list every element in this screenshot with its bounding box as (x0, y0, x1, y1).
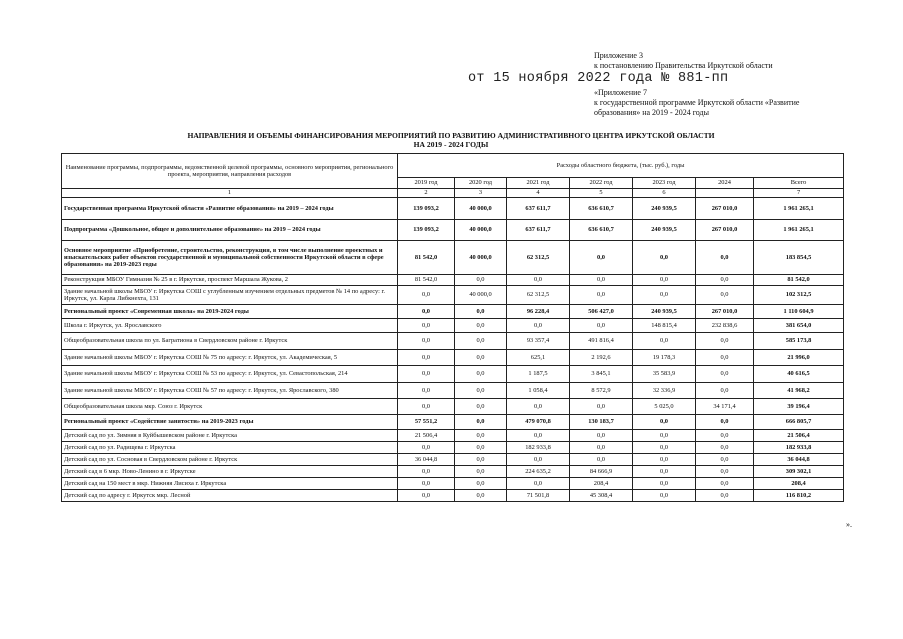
row-value-cell: 32 336,9 (633, 383, 696, 399)
column-number: 3 (455, 189, 507, 198)
row-name-cell: Школа г. Иркутск, ул. Ярославского (62, 319, 398, 333)
year-header: 2023 год (633, 178, 696, 189)
row-value-cell: 3 845,1 (570, 366, 633, 383)
column-number: 6 (633, 189, 696, 198)
row-value-cell: 232 838,6 (696, 319, 754, 333)
row-value-cell: 0,0 (398, 466, 455, 478)
row-value-cell: 0,0 (398, 286, 455, 305)
row-value-cell: 36 044,8 (398, 454, 455, 466)
row-value-cell: 0,0 (633, 275, 696, 286)
row-value-cell: 84 666,9 (570, 466, 633, 478)
table-row (62, 366, 844, 383)
row-value-cell: 267 010,0 (696, 198, 754, 220)
row-total-cell: 182 933,8 (754, 442, 844, 454)
row-value-cell: 0,0 (507, 399, 570, 415)
row-value-cell: 240 939,5 (633, 305, 696, 319)
program-reference-line1: к государственной программе Иркутской области «Развитие (594, 98, 800, 107)
row-value-cell: 0,0 (570, 241, 633, 275)
row-name-cell: Здание начальной школы МБОУ г. Иркутска СОШ № 57 по адресу: г. Иркутск, ул. Ярославского, 380 (62, 383, 398, 399)
year-header: 2020 год (455, 178, 507, 189)
row-value-cell: 0,0 (696, 415, 754, 430)
table-row (62, 241, 844, 275)
table-row (62, 399, 844, 415)
row-value-cell: 182 933,8 (507, 442, 570, 454)
row-name-cell: Детский сад по адресу г. Иркутск мкр. Лесной (62, 490, 398, 502)
row-value-cell: 148 815,4 (633, 319, 696, 333)
row-value-cell: 0,0 (455, 383, 507, 399)
row-value-cell: 62 312,5 (507, 241, 570, 275)
header-row-top (62, 154, 844, 178)
row-value-cell: 19 178,3 (633, 350, 696, 366)
row-value-cell: 40 000,0 (455, 198, 507, 220)
row-name-cell: Реконструкция МБОУ Гимназия № 25 в г. Иркутске, проспект Маршала Жукова, 2 (62, 275, 398, 286)
document-title (60, 131, 842, 149)
row-total-cell: 41 968,2 (754, 383, 844, 399)
row-value-cell: 479 070,8 (507, 415, 570, 430)
row-value-cell: 0,0 (507, 275, 570, 286)
column-number (696, 189, 754, 198)
row-value-cell: 0,0 (633, 415, 696, 430)
row-value-cell: 0,0 (570, 399, 633, 415)
row-value-cell: 0,0 (633, 442, 696, 454)
row-total-cell: 183 854,5 (754, 241, 844, 275)
row-value-cell: 130 183,7 (570, 415, 633, 430)
row-value-cell: 0,0 (696, 366, 754, 383)
row-value-cell: 34 171,4 (696, 399, 754, 415)
column-number: 2 (398, 189, 455, 198)
row-value-cell: 0,0 (398, 383, 455, 399)
row-value-cell: 21 506,4 (398, 430, 455, 442)
row-value-cell: 81 542,0 (398, 275, 455, 286)
row-value-cell: 0,0 (455, 399, 507, 415)
total-header: Всего (754, 178, 844, 189)
row-name-cell: Региональный проект «Современная школа» на 2019-2024 годы (62, 305, 398, 319)
row-value-cell: 0,0 (696, 286, 754, 305)
column-number: 1 (62, 189, 398, 198)
decree-reference: к постановлению Правительства Иркутской области (594, 61, 773, 70)
header-name-cell: Наименование программы, подпрограммы, ведомственной целевой программы, основного мероприятия, регионального проекта, мероприятия, направления расходов (62, 154, 398, 189)
row-value-cell: 0,0 (398, 333, 455, 350)
row-value-cell: 0,0 (455, 466, 507, 478)
table-row (62, 454, 844, 466)
row-name-cell: Здание начальной школы МБОУ г. Иркутска СОШ № 75 по адресу: г. Иркутск, ул. Академическая, 5 (62, 350, 398, 366)
row-value-cell: 62 312,5 (507, 286, 570, 305)
year-header: 2024 (696, 178, 754, 189)
row-value-cell: 139 093,2 (398, 198, 455, 220)
row-value-cell: 0,0 (455, 319, 507, 333)
row-value-cell: 0,0 (455, 454, 507, 466)
row-value-cell: 0,0 (570, 430, 633, 442)
row-name-cell: Общеобразовательная школа по ул. Багратиона в Свердловском районе г. Иркутск (62, 333, 398, 350)
row-total-cell: 1 110 604,9 (754, 305, 844, 319)
row-value-cell: 0,0 (570, 454, 633, 466)
row-total-cell: 40 616,5 (754, 366, 844, 383)
table-row (62, 275, 844, 286)
row-value-cell: 0,0 (633, 466, 696, 478)
table-row (62, 478, 844, 490)
row-value-cell: 0,0 (696, 454, 754, 466)
row-value-cell: 0,0 (455, 305, 507, 319)
row-value-cell: 0,0 (398, 442, 455, 454)
row-value-cell: 0,0 (570, 319, 633, 333)
row-value-cell: 0,0 (696, 430, 754, 442)
row-value-cell: 0,0 (507, 319, 570, 333)
row-value-cell: 0,0 (455, 478, 507, 490)
row-value-cell: 0,0 (455, 442, 507, 454)
row-value-cell: 93 357,4 (507, 333, 570, 350)
decree-date-stamp: от 15 ноября 2022 года № 881-пп (468, 71, 729, 86)
table-row (62, 415, 844, 430)
appendix-label: Приложение 3 (594, 51, 643, 60)
table-row (62, 319, 844, 333)
table-row (62, 220, 844, 241)
row-value-cell: 0,0 (696, 350, 754, 366)
row-name-cell: Региональный проект «Содействие занятости» на 2019-2023 годы (62, 415, 398, 430)
row-value-cell: 0,0 (696, 466, 754, 478)
table-row (62, 430, 844, 442)
row-value-cell: 0,0 (455, 366, 507, 383)
row-value-cell: 0,0 (570, 442, 633, 454)
row-total-cell: 381 654,0 (754, 319, 844, 333)
row-value-cell: 0,0 (455, 350, 507, 366)
row-name-cell: Основное мероприятие «Приобретение, строительство, реконструкция, в том числе выполнение проектных и изыскательских работ объектов государственной и муниципальной собственности Иркутской области в сфере образования» на 2019-2023 годы (62, 241, 398, 275)
row-value-cell: 1 058,4 (507, 383, 570, 399)
row-value-cell: 0,0 (455, 275, 507, 286)
row-value-cell: 0,0 (507, 478, 570, 490)
row-value-cell: 71 501,8 (507, 490, 570, 502)
row-value-cell: 8 572,9 (570, 383, 633, 399)
row-value-cell: 491 816,4 (570, 333, 633, 350)
row-value-cell: 57 551,2 (398, 415, 455, 430)
table-row (62, 442, 844, 454)
row-value-cell: 96 228,4 (507, 305, 570, 319)
header-expenses-cell: Расходы областного бюджета, (тыс. руб.), годы (398, 154, 844, 178)
row-total-cell: 21 996,0 (754, 350, 844, 366)
row-name-cell: Детский сад по ул. Радищева г. Иркутска (62, 442, 398, 454)
row-value-cell: 0,0 (455, 333, 507, 350)
row-value-cell: 0,0 (633, 478, 696, 490)
row-total-cell: 309 302,1 (754, 466, 844, 478)
table-row (62, 333, 844, 350)
row-value-cell: 35 583,9 (633, 366, 696, 383)
row-value-cell: 0,0 (507, 430, 570, 442)
financing-table (61, 153, 844, 502)
year-header: 2022 год (570, 178, 633, 189)
row-total-cell: 39 196,4 (754, 399, 844, 415)
row-value-cell: 637 611,7 (507, 220, 570, 241)
column-number: 4 (507, 189, 570, 198)
row-value-cell: 81 542,0 (398, 241, 455, 275)
row-value-cell: 5 025,0 (633, 399, 696, 415)
row-value-cell: 0,0 (696, 383, 754, 399)
row-value-cell: 45 308,4 (570, 490, 633, 502)
row-value-cell: 0,0 (696, 275, 754, 286)
row-value-cell: 0,0 (633, 241, 696, 275)
row-value-cell: 0,0 (696, 442, 754, 454)
table-row (62, 350, 844, 366)
row-value-cell: 0,0 (696, 241, 754, 275)
row-value-cell: 0,0 (398, 490, 455, 502)
row-total-cell: 81 542,0 (754, 275, 844, 286)
year-header: 2019 год (398, 178, 455, 189)
row-value-cell: 0,0 (455, 430, 507, 442)
closing-quote-mark: ». (846, 520, 852, 529)
row-value-cell: 40 000,0 (455, 220, 507, 241)
row-value-cell: 224 635,2 (507, 466, 570, 478)
table-row (62, 466, 844, 478)
row-total-cell: 208,4 (754, 478, 844, 490)
row-value-cell: 2 192,6 (570, 350, 633, 366)
row-value-cell: 0,0 (633, 333, 696, 350)
row-value-cell: 0,0 (696, 490, 754, 502)
table-row (62, 383, 844, 399)
row-value-cell: 625,1 (507, 350, 570, 366)
row-value-cell: 0,0 (696, 333, 754, 350)
row-name-cell: Здание начальной школы МБОУ г. Иркутска СОШ № 53 по адресу: г. Иркутск, ул. Севастопольская, 214 (62, 366, 398, 383)
row-value-cell: 267 010,0 (696, 305, 754, 319)
row-value-cell: 0,0 (398, 305, 455, 319)
row-total-cell: 666 805,7 (754, 415, 844, 430)
column-number: 7 (754, 189, 844, 198)
year-header: 2021 год (507, 178, 570, 189)
row-name-cell: Здание начальной школы МБОУ г. Иркутска СОШ с углубленным изучением отдельных предметов № 14 по адресу: г. Иркутск, ул. Карла Либкнехта, 131 (62, 286, 398, 305)
row-value-cell: 0,0 (455, 415, 507, 430)
program-appendix-label: «Приложение 7 (594, 88, 647, 97)
row-name-cell: Детский сад по ул. Сосновая в Свердловском районе г. Иркутск (62, 454, 398, 466)
row-value-cell: 0,0 (570, 286, 633, 305)
row-value-cell: 0,0 (633, 430, 696, 442)
row-value-cell: 0,0 (398, 366, 455, 383)
row-name-cell: Общеобразовательная школа мкр. Союз г. Иркутск (62, 399, 398, 415)
row-value-cell: 40 000,0 (455, 241, 507, 275)
program-reference-line2: образования» на 2019 - 2024 годы (594, 108, 709, 117)
column-number: 5 (570, 189, 633, 198)
row-value-cell: 0,0 (455, 490, 507, 502)
row-name-cell: Государственная программа Иркутской области «Развитие образования» на 2019 – 2024 годы (62, 198, 398, 220)
row-value-cell: 637 611,7 (507, 198, 570, 220)
row-total-cell: 102 312,5 (754, 286, 844, 305)
row-value-cell: 636 610,7 (570, 220, 633, 241)
row-value-cell: 40 000,0 (455, 286, 507, 305)
row-value-cell: 0,0 (507, 454, 570, 466)
row-value-cell: 0,0 (633, 490, 696, 502)
row-value-cell: 0,0 (398, 350, 455, 366)
row-value-cell: 139 093,2 (398, 220, 455, 241)
row-name-cell: Подпрограмма «Дошкольное, общее и дополнительное образование» на 2019 – 2024 годы (62, 220, 398, 241)
row-value-cell: 636 610,7 (570, 198, 633, 220)
row-total-cell: 585 173,8 (754, 333, 844, 350)
row-value-cell: 506 427,0 (570, 305, 633, 319)
row-name-cell: Детский сад по ул. Зимняя в Куйбышевском районе г. Иркутска (62, 430, 398, 442)
row-value-cell: 0,0 (398, 478, 455, 490)
row-value-cell: 0,0 (633, 286, 696, 305)
row-name-cell: Детский сад в 6 мкр. Ново-Ленино в г. Иркутске (62, 466, 398, 478)
row-name-cell: Детский сад на 150 мест в мкр. Нижняя Лисиха г. Иркутска (62, 478, 398, 490)
row-value-cell: 0,0 (570, 275, 633, 286)
row-value-cell: 240 939,5 (633, 220, 696, 241)
row-total-cell: 36 044,8 (754, 454, 844, 466)
row-value-cell: 0,0 (633, 454, 696, 466)
row-total-cell: 1 961 265,1 (754, 198, 844, 220)
row-value-cell: 208,4 (570, 478, 633, 490)
row-value-cell: 267 010,0 (696, 220, 754, 241)
row-total-cell: 116 810,2 (754, 490, 844, 502)
title-line-1: НАПРАВЛЕНИЯ И ОБЪЕМЫ ФИНАНСИРОВАНИЯ МЕРОПРИЯТИЙ ПО РАЗВИТИЮ АДМИНИСТРАТИВНОГО ЦЕНТРА ИРКУТСКОЙ ОБЛАСТИ (187, 131, 715, 140)
row-value-cell: 1 187,5 (507, 366, 570, 383)
table-row (62, 286, 844, 305)
table-body (62, 198, 844, 502)
row-total-cell: 1 961 265,1 (754, 220, 844, 241)
row-value-cell: 0,0 (398, 319, 455, 333)
row-value-cell: 0,0 (398, 399, 455, 415)
row-value-cell: 240 939,5 (633, 198, 696, 220)
column-number-row (62, 189, 844, 198)
table-row (62, 305, 844, 319)
row-total-cell: 21 506,4 (754, 430, 844, 442)
table-row (62, 198, 844, 220)
title-line-2: НА 2019 - 2024 ГОДЫ (413, 140, 489, 149)
table-row (62, 490, 844, 502)
row-value-cell: 0,0 (696, 478, 754, 490)
